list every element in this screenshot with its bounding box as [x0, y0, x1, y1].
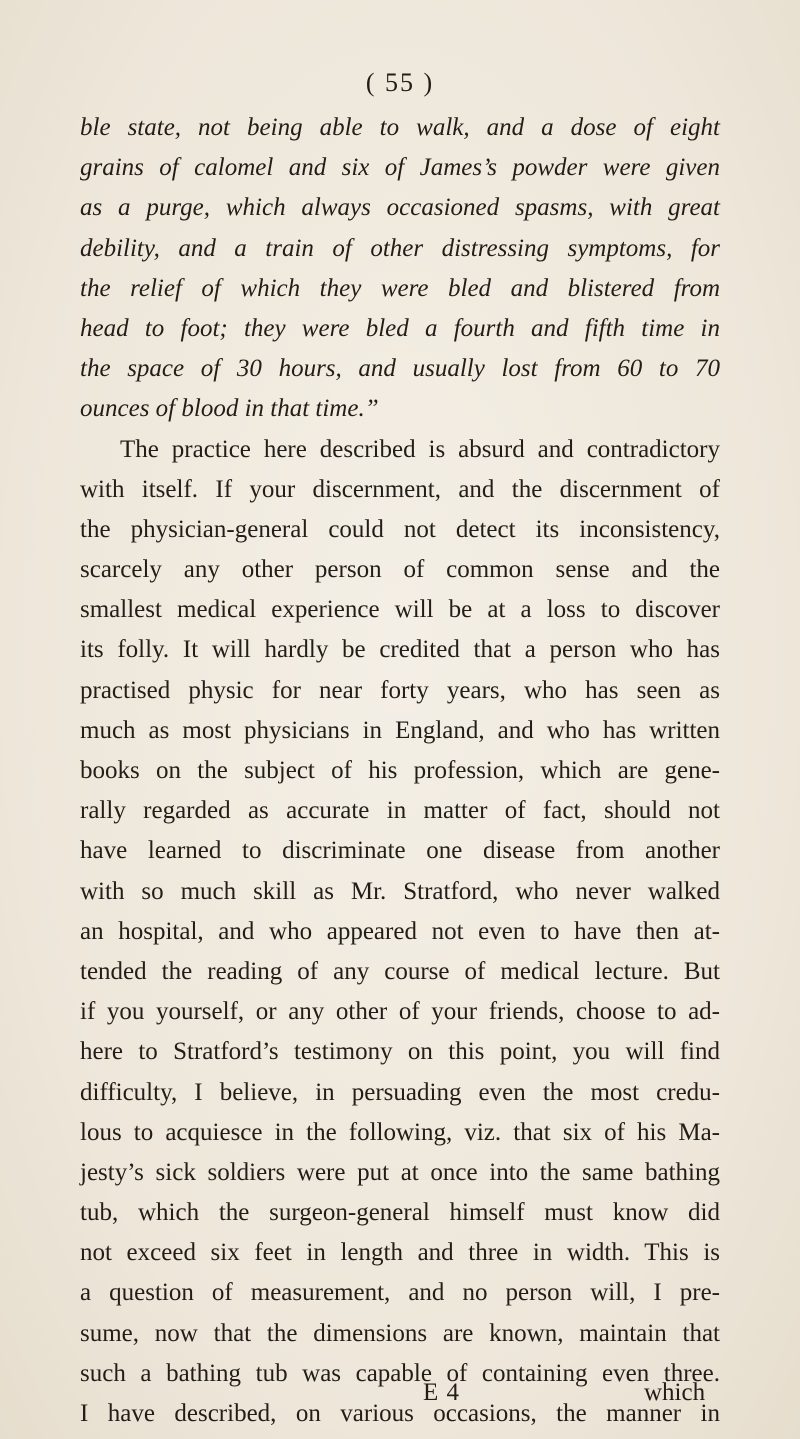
- text-line: its folly. It will hardly be credited that a person who has: [80, 636, 720, 664]
- text-line: if you yourself, or any other of your friends, choose to ad-: [80, 998, 720, 1026]
- text-line: tub, which the surgeon-general himself must know did: [80, 1199, 720, 1227]
- text-line: debility, and a train of other distressing symptoms, for: [80, 234, 720, 262]
- text-line: rally regarded as accurate in matter of fact, should not: [80, 797, 720, 825]
- text-line: practised physic for near forty years, who has seen as: [80, 676, 720, 704]
- text-line: have learned to discriminate one disease from another: [80, 837, 720, 865]
- signature-mark: E 4: [423, 1379, 461, 1406]
- text-line: jesty’s sick soldiers were put at once into the same bathing: [80, 1158, 720, 1186]
- text-line: lous to acquiesce in the following, viz. that six of his Ma-: [80, 1118, 720, 1146]
- text-line: The practice here described is absurd and contradictory: [120, 435, 720, 463]
- text-line: tended the reading of any course of medical lecture. But: [80, 957, 720, 985]
- text-line: not exceed six feet in length and three in width. This is: [80, 1239, 720, 1267]
- text-line: the relief of which they were bled and blistered from: [80, 274, 720, 302]
- text-line: the space of 30 hours, and usually lost from 60 to 70: [80, 355, 720, 383]
- text-line: with itself. If your discernment, and the discernment of: [80, 475, 720, 503]
- text-line: the physician-general could not detect its inconsistency,: [80, 515, 720, 543]
- text-line: I have described, on various occasions, the manner in: [80, 1400, 720, 1427]
- text-line: an hospital, and who appeared not even to have then at-: [80, 917, 720, 945]
- text-line: with so much skill as Mr. Stratford, who never walked: [80, 877, 720, 905]
- text-line: head to foot; they were bled a fourth and fifth time in: [80, 314, 720, 342]
- text-line: books on the subject of his profession, which are gene-: [80, 757, 720, 784]
- body-text: [80, 108, 720, 1434]
- text-line: scarcely any other person of common sense and the: [80, 556, 720, 584]
- page-number: ( 55 ): [365, 68, 435, 97]
- catchword: which: [644, 1379, 706, 1406]
- text-line: such a bathing tub was capable of containing even three.: [80, 1359, 720, 1387]
- text-line: as a purge, which always occasioned spasms, with great: [80, 194, 720, 222]
- page-footer: [0, 1373, 800, 1413]
- text-line: much as most physicians in England, and who has written: [80, 716, 720, 744]
- text-line: grains of calomel and six of James’s powder were given: [80, 154, 720, 182]
- text-line: smallest medical experience will be at a loss to discover: [80, 596, 720, 624]
- text-line: ounces of blood in that time.”: [80, 395, 379, 423]
- text-line: ble state, not being able to walk, and a dose of eight: [80, 114, 720, 141]
- text-line: sume, now that the dimensions are known, maintain that: [80, 1319, 720, 1347]
- text-line: a question of measurement, and no person will, I pre-: [80, 1279, 720, 1307]
- text-line: here to Stratford’s testimony on this point, you will find: [80, 1038, 720, 1066]
- text-line: difficulty, I believe, in persuading even the most credu-: [80, 1078, 720, 1106]
